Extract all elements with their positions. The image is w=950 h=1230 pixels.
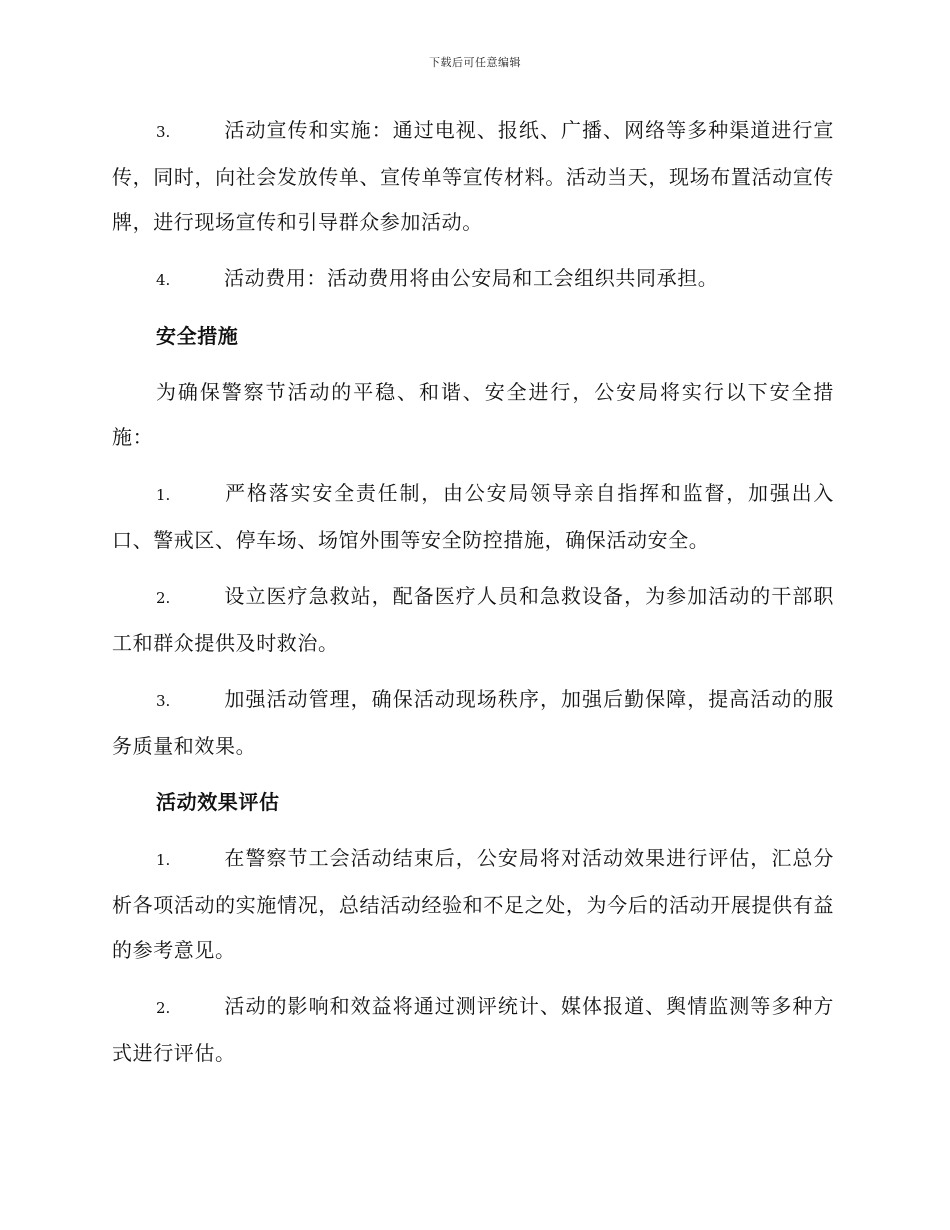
page-header-note: 下载后可任意编辑: [429, 56, 521, 69]
list-item-text: 严格落实安全责任制，由公安局领导亲自指挥和监督，加强出入口、警戒区、停车场、场馆外围等安全防控措施，确保活动安全。: [112, 481, 834, 552]
list-item-safety-responsibility: [112, 471, 834, 563]
list-item-text: 活动费用：活动费用将由公安局和工会组织共同承担。: [224, 266, 719, 290]
list-item-promotion: [112, 108, 834, 245]
list-item-evaluation-methods: [112, 984, 834, 1076]
list-item-evaluation-summary: [112, 836, 834, 973]
section-heading-safety: 安全措施: [156, 324, 239, 348]
list-number: 2.: [156, 589, 171, 607]
list-item-medical-station: [112, 574, 834, 666]
document-body: [112, 108, 834, 1087]
list-item-cost: [112, 256, 834, 303]
list-number: 2.: [156, 999, 171, 1017]
list-number: 4.: [156, 271, 171, 289]
list-number: 3.: [156, 692, 171, 710]
list-item-text: 活动的影响和效益将通过测评统计、媒体报道、舆情监测等多种方式进行评估。: [112, 994, 834, 1065]
list-item-activity-management: [112, 677, 834, 769]
section-heading-evaluation: 活动效果评估: [156, 790, 280, 814]
list-number: 1.: [156, 486, 171, 504]
list-item-text: 设立医疗急救站，配备医疗人员和急救设备，为参加活动的干部职工和群众提供及时救治。: [112, 584, 834, 655]
list-number: 1.: [156, 851, 171, 869]
safety-intro-paragraph: 为确保警察节活动的平稳、和谐、安全进行，公安局将实行以下安全措施：: [112, 380, 834, 449]
list-item-text: 在警察节工会活动结束后，公安局将对活动效果进行评估，汇总分析各项活动的实施情况，总结活动经验和不足之处，为今后的活动开展提供有益的参考意见。: [112, 846, 834, 962]
list-number: 3.: [156, 123, 171, 141]
list-item-text: 加强活动管理，确保活动现场秩序，加强后勤保障，提高活动的服务质量和效果。: [112, 687, 834, 758]
list-item-text: 活动宣传和实施：通过电视、报纸、广播、网络等多种渠道进行宣传，同时，向社会发放传单、宣传单等宣传材料。活动当天，现场布置活动宣传牌，进行现场宣传和引导群众参加活动。: [112, 118, 834, 234]
